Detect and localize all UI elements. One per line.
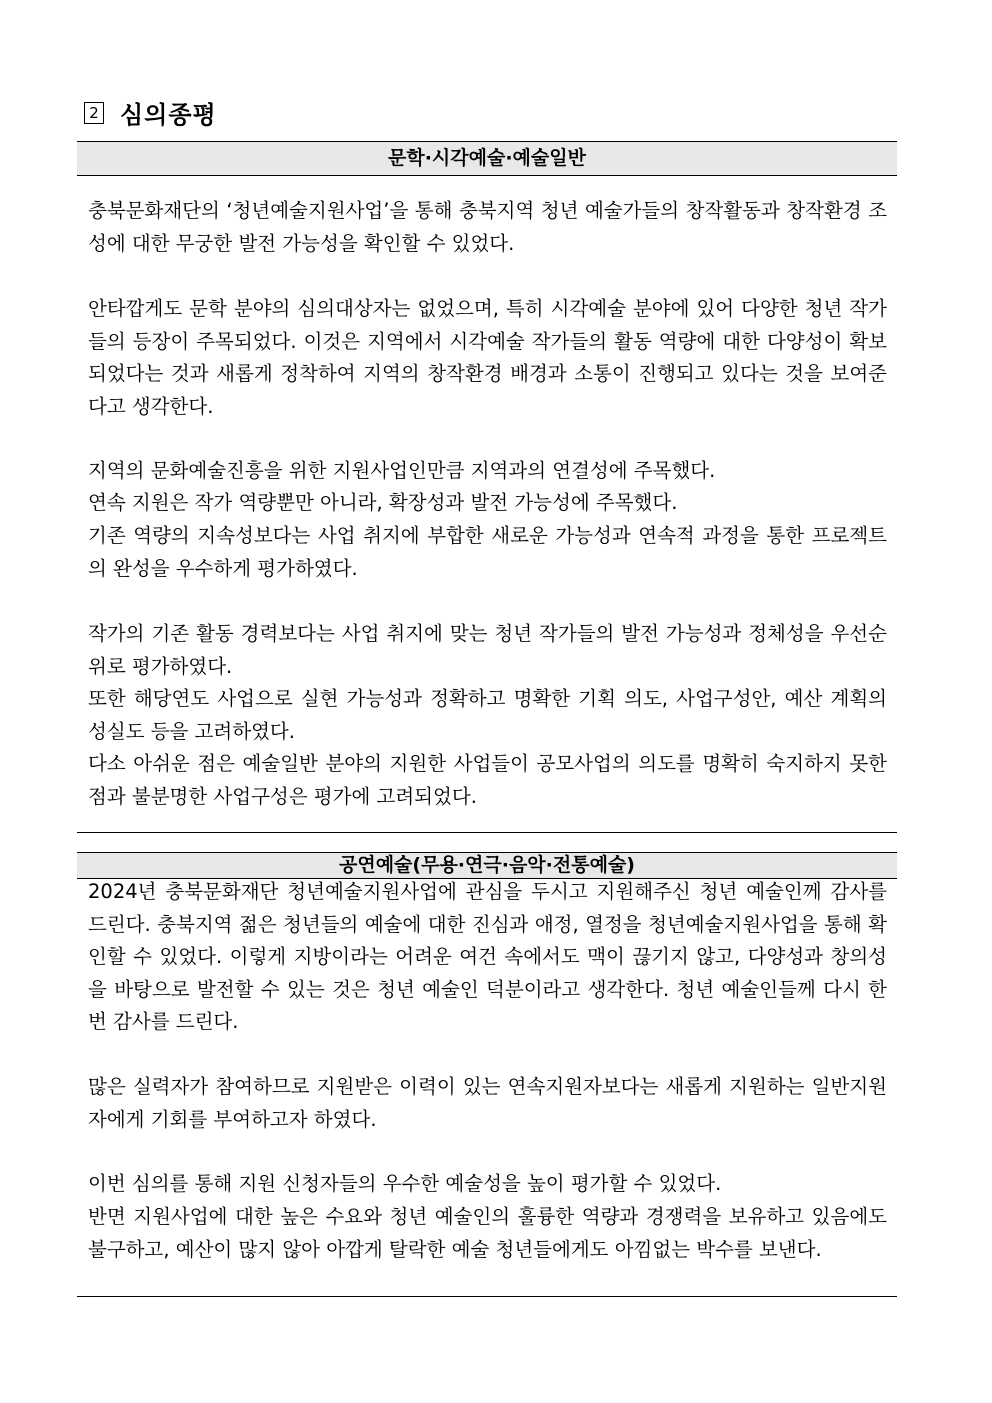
paragraph: 또한 해당연도 사업으로 실현 가능성과 정확하고 명확한 기획 의도, 사업구성안, 예산 계획의 성실도 등을 고려하였다.: [88, 687, 887, 743]
paragraph: 안타깝게도 문학 분야의 심의대상자는 없었으며, 특히 시각예술 분야에 있어 다양한 청년 작가들의 등장이 주목되었다. 이것은 지역에서 시각예술 작가들의 활동 역량에 대한 다양성이 확보되었다는 것과 새롭게 정착하여 지역의 창작환경 배경과 소통이 진행되고 있다는 것을 보여준다고 생각한다.: [88, 297, 887, 418]
paragraph: 작가의 기존 활동 경력보다는 사업 취지에 맞는 청년 작가들의 발전 가능성과 정체성을 우선순위로 평가하였다.: [88, 622, 887, 678]
paragraph: 연속 지원은 작가 역량뿐만 아니라, 확장성과 발전 가능성에 주목했다.: [88, 491, 678, 514]
section-bar-literature-visual-arts: 문학·시각예술·예술일반: [77, 141, 897, 176]
paragraph: 지역의 문화예술진흥을 위한 지원사업인만큼 지역과의 연결성에 주목했다.: [88, 459, 716, 482]
paragraph: 충북문화재단의 ‘청년예술지원사업’을 통해 충북지역 청년 예술가들의 창작활동과 창작환경 조성에 대한 무궁한 발전 가능성을 확인할 수 있었다.: [88, 199, 887, 255]
paragraph: 반면 지원사업에 대한 높은 수요와 청년 예술인의 훌륭한 역량과 경쟁력을 보유하고 있음에도 불구하고, 예산이 많지 않아 아깝게 탈락한 예술 청년들에게도 아낌없는 박수를 보낸다.: [88, 1205, 887, 1261]
paragraph: 이번 심의를 통해 지원 신청자들의 우수한 예술성을 높이 평가할 수 있었다.: [88, 1172, 722, 1195]
section-title: 심의종평: [120, 101, 217, 129]
paragraph: 2024년 충북문화재단 청년예술지원사업에 관심을 두시고 지원해주신 청년 예술인께 감사를 드린다. 충북지역 젊은 청년들의 예술에 대한 진심과 애정, 열정을 청년예술지원사업을 통해 확인할 수 있었다. 이렇게 지방이라는 어려운 여건 속에서도 맥이 끊기지 않고, 다양성과 창의성을 바탕으로 발전할 수 있는 것은 청년 예술인 덕분이라고 생각한다. 청년 예술인들께 다시 한번 감사를 드린다.: [88, 880, 887, 1033]
paragraph: 많은 실력자가 참여하므로 지원받은 이력이 있는 연속지원자보다는 새롭게 지원하는 일반지원자에게 기회를 부여하고자 하였다.: [88, 1075, 887, 1131]
paragraph: 다소 아쉬운 점은 예술일반 분야의 지원한 사업들이 공모사업의 의도를 명확히 숙지하지 못한 점과 불분명한 사업구성은 평가에 고려되었다.: [88, 752, 887, 808]
section-heading: [84, 95, 217, 130]
section-bar-performing-arts: 공연예술(무용·연극·음악·전통예술): [77, 852, 897, 879]
paragraph: 기존 역량의 지속성보다는 사업 취지에 부합한 새로운 가능성과 연속적 과정을 통한 프로젝트의 완성을 우수하게 평가하였다.: [88, 524, 887, 580]
section-number-box: 2: [84, 102, 104, 124]
section-bottom-rule: [77, 1296, 897, 1297]
section-divider: [77, 832, 897, 833]
